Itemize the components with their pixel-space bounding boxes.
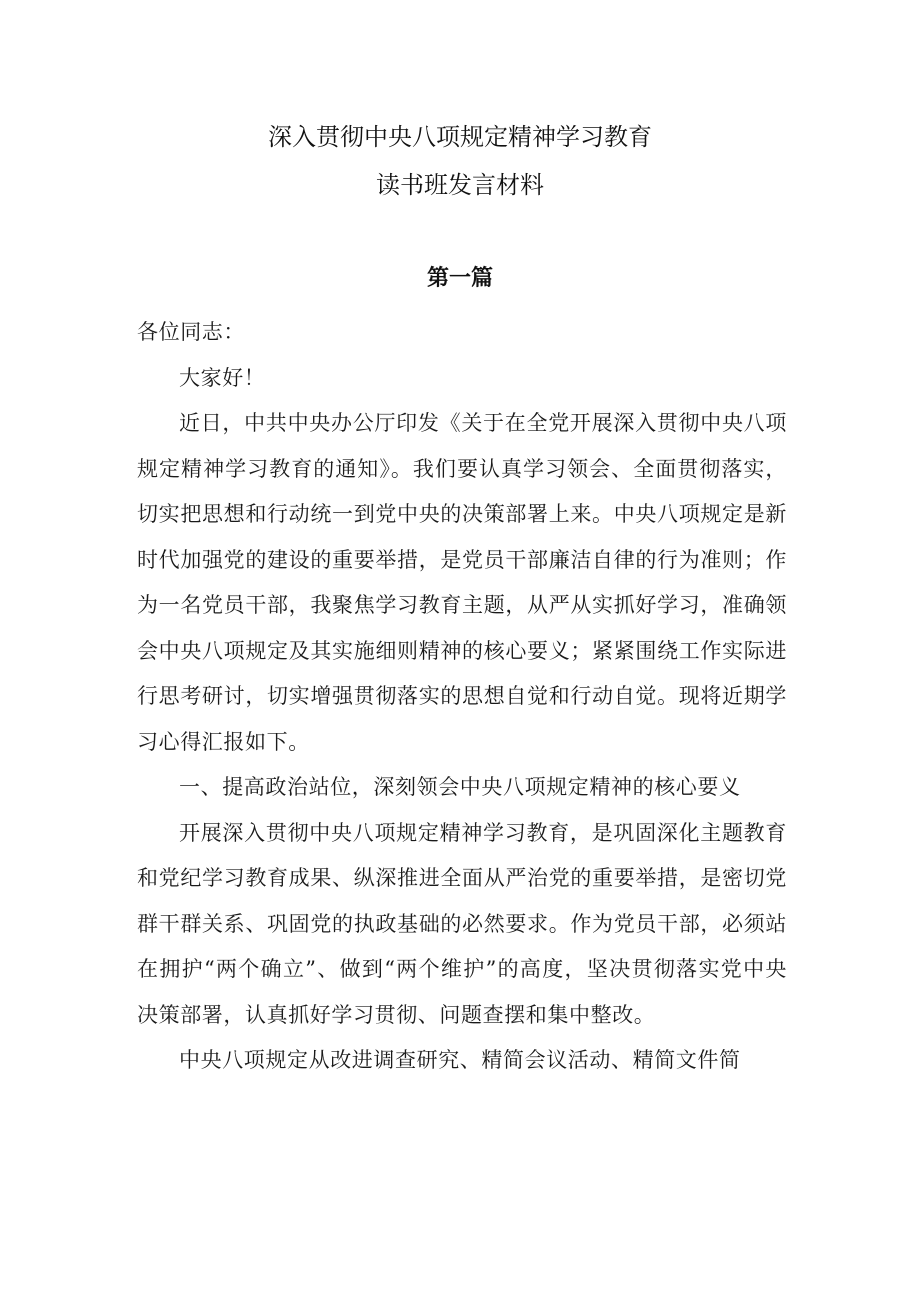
paragraph-one: 开展深入贯彻中央八项规定精神学习教育，是巩固深化主题教育和党纪学习教育成果、纵深推进全面从严治党的重要举措，是密切党群干群关系、巩固党的执政基础的必然要求。作为党员干部，必须站在拥护“两个确立”、做到“两个维护”的高度，坚决贯彻落实党中央决策部署，认真抓好学习贯彻、问题查摆和集中整改。 — [137, 820, 787, 1027]
greeting: 大家好！ — [179, 365, 266, 390]
salutation: 各位同志： — [137, 320, 245, 344]
subheading-one: 一、提高政治站位，深刻领会中央八项规定精神的核心要义 — [179, 775, 741, 799]
paragraph-two: 中央八项规定从改进调查研究、精简会议活动、精简文件简 — [179, 1048, 741, 1072]
document-title-line-2: 读书班发言材料 — [376, 171, 544, 199]
paragraph-intro: 近日，中共中央办公厅印发《关于在全党开展深入贯彻中央八项规定精神学习教育的通知》。我们要认真学习领会、全面贯彻落实，切实把思想和行动统一到党中央的决策部署上来。中央八项规定是新时代加强党的建设的重要举措，是党员干部廉洁自律的行为准则；作为一名党员干部，我聚焦学习教育主题，从严从实抓好学习，准确领会中央八项规定及其实施细则精神的核心要义；紧紧围绕工作实际进行思考研讨，切实增强贯彻落实的思想自觉和行动自觉。现将近期学习心得汇报如下。 — [137, 411, 787, 754]
section-heading: 第一篇 — [426, 266, 493, 291]
document-title-line-1: 深入贯彻中央八项规定精神学习教育 — [268, 123, 652, 151]
document-body — [137, 310, 787, 1084]
